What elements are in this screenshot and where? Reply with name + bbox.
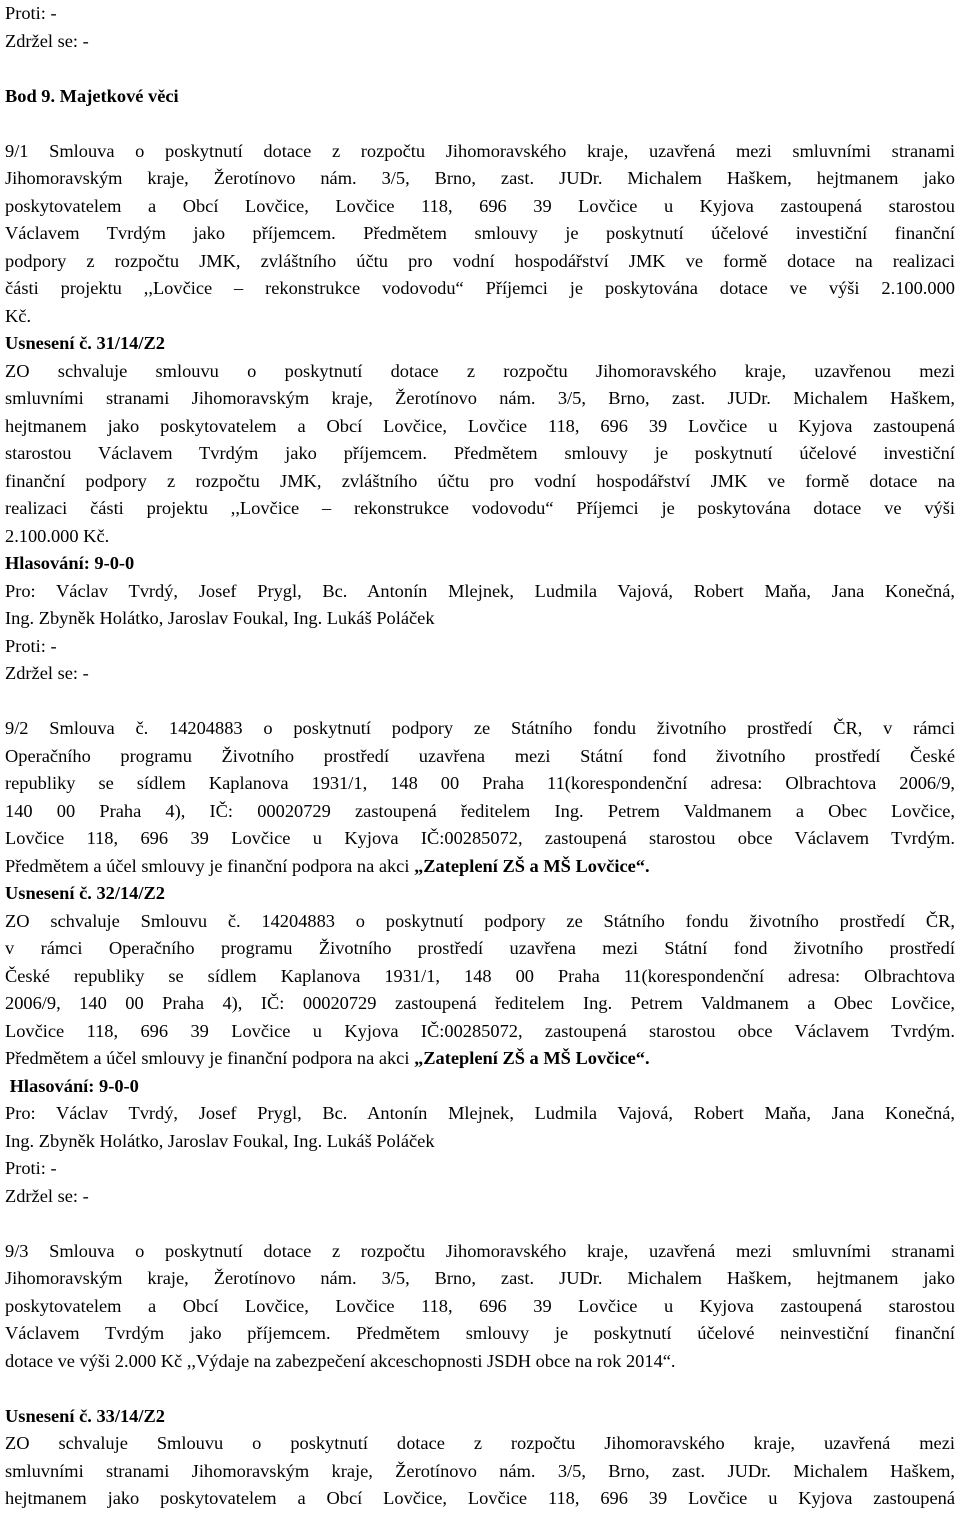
item-9-3 (5, 1238, 955, 1513)
resolution-label: Usnesení č. 31/14/Z2 (5, 333, 165, 353)
resolution-line: hejtmanem jako poskytovatelem a Obcí Lovčice, Lovčice 118, 696 39 Lovčice u Kyjova zastoupená (5, 415, 955, 436)
item-9-1 (5, 138, 955, 688)
paragraph-line: části projektu ,,Lovčice – rekonstrukce vodovodu“ Příjemci je poskytována dotace ve výši 2.100.000 (5, 278, 955, 298)
paragraph-line: 9/2 Smlouva č. 14204883 o poskytnutí podpory ze Státního fondu životního prostředí ČR, v rámci (5, 718, 955, 738)
vote-abstain: Zdržel se: - (5, 1185, 89, 1206)
resolution-line: 2.100.000 Kč. (5, 525, 110, 546)
purpose-line (5, 853, 955, 881)
resolution-line: ZO schvaluje Smlouvu č. 14204883 o poskytnutí podpory ze Státního fondu životního prostředí ČR, (5, 910, 955, 931)
spacer (5, 55, 955, 83)
resolution-line: 2006/9, 140 00 Praha 4), IČ: 00020729 zastoupená ředitelem Ing. Petrem Valdmanem a Obec Lovčice, (5, 993, 955, 1013)
resolution-line: České republiky se sídlem Kaplanova 1931/1, 148 00 Praha 11(korespondenční adresa: Olbrachtova (5, 965, 955, 986)
purpose-project: „Zateplení ZŠ a MŠ Lovčice“. (414, 1048, 650, 1068)
paragraph-line: republiky se sídlem Kaplanova 1931/1, 148 00 Praha 11(korespondenční adresa: Olbrachtova 2006/9, (5, 773, 955, 793)
purpose-project: „Zateplení ZŠ a MŠ Lovčice“. (414, 855, 650, 876)
resolution-line: hejtmanem jako poskytovatelem a Obcí Lovčice, Lovčice 118, 696 39 Lovčice u Kyjova zastoupená (5, 1488, 955, 1508)
vote-for-line: Ing. Zbyněk Holátko, Jaroslav Foukal, Ing. Lukáš Poláček (5, 1130, 435, 1151)
item-9-2 (5, 715, 955, 1210)
paragraph-line: Václavem Tvrdým jako příjemcem. Předmětem smlouvy je poskytnutí účelové neinvestiční finanční (5, 1323, 955, 1343)
resolution-line: v rámci Operačního programu Životního prostředí uzavřena mezi Státní fond životního prostředí (5, 938, 955, 958)
spacer (5, 110, 955, 138)
resolution-line: starostou Václavem Tvrdým jako příjemcem. Předmětem smlouvy je poskytnutí účelové investiční (5, 443, 955, 463)
paragraph-line: Václavem Tvrdým jako příjemcem. Předmětem smlouvy je poskytnutí účelové investiční finanční (5, 223, 955, 243)
purpose-text: Předmětem a účel smlouvy je finanční podpora na akci (5, 855, 415, 876)
vote-abstain: Zdržel se: - (5, 663, 89, 683)
resolution-line: finanční podpory z rozpočtu JMK, zvláštního účtu pro vodní hospodářství JMK ve formě dotace na (5, 470, 955, 491)
vote-against: Proti: - (5, 3, 57, 23)
paragraph-line: Lovčice 118, 696 39 Lovčice u Kyjova IČ:00285072, zastoupená starostou obce Václavem Tvrdým. (5, 828, 955, 848)
resolution-line: smluvními stranami Jihomoravským kraje, Žerotínovo nám. 3/5, Brno, zast. JUDr. Michalem Haškem, (5, 1460, 955, 1481)
resolution-line: smluvními stranami Jihomoravským kraje, Žerotínovo nám. 3/5, Brno, zast. JUDr. Michalem Haškem, (5, 388, 955, 408)
paragraph-line: dotace ve výši 2.000 Kč ,,Výdaje na zabezpečení akceschopnosti JSDH obce na rok 2014“. (5, 1350, 676, 1371)
paragraph-line: 9/1 Smlouva o poskytnutí dotace z rozpočtu Jihomoravského kraje, uzavřená mezi smluvními stranami (5, 140, 955, 161)
vote-result: Hlasování: 9-0-0 (5, 553, 135, 573)
paragraph-line: Jihomoravským kraje, Žerotínovo nám. 3/5, Brno, zast. JUDr. Michalem Haškem, hejtmanem jako (5, 1268, 955, 1288)
paragraph-line: 9/3 Smlouva o poskytnutí dotace z rozpočtu Jihomoravského kraje, uzavřená mezi smluvními stranami (5, 1240, 955, 1261)
spacer (5, 1210, 955, 1238)
paragraph-line: Kč. (5, 305, 32, 326)
purpose-text: Předmětem a účel smlouvy je finanční podpora na akci (5, 1048, 415, 1068)
paragraph-line: poskytovatelem a Obcí Lovčice, Lovčice 118, 696 39 Lovčice u Kyjova zastoupená starostou (5, 1295, 955, 1316)
vote-for-line: Pro: Václav Tvrdý, Josef Prygl, Bc. Antonín Mlejnek, Ludmila Vajová, Robert Maňa, Jana Konečná, (5, 580, 955, 601)
paragraph-line: poskytovatelem a Obcí Lovčice, Lovčice 118, 696 39 Lovčice u Kyjova zastoupená starostou (5, 195, 955, 216)
resolution-label: Usnesení č. 32/14/Z2 (5, 883, 165, 903)
document-page (5, 0, 955, 1513)
resolution-line: realizaci části projektu ,,Lovčice – rekonstrukce vodovodu“ Příjemci je poskytována dotace ve výši (5, 498, 955, 518)
resolution-line: ZO schvaluje smlouvu o poskytnutí dotace z rozpočtu Jihomoravského kraje, uzavřenou mezi (5, 360, 955, 381)
vote-against: Proti: - (5, 635, 57, 656)
vote-for-line: Pro: Václav Tvrdý, Josef Prygl, Bc. Antonín Mlejnek, Ludmila Vajová, Robert Maňa, Jana Konečná, (5, 1103, 955, 1123)
resolution-line: ZO schvaluje Smlouvu o poskytnutí dotace z rozpočtu Jihomoravského kraje, uzavřená mezi (5, 1433, 955, 1453)
paragraph-line: Jihomoravským kraje, Žerotínovo nám. 3/5, Brno, zast. JUDr. Michalem Haškem, hejtmanem jako (5, 168, 955, 188)
vote-abstain: Zdržel se: - (5, 30, 89, 51)
paragraph-line: podpory z rozpočtu JMK, zvláštního účtu pro vodní hospodářství JMK ve formě dotace na realizaci (5, 250, 955, 271)
paragraph-line: 140 00 Praha 4), IČ: 00020729 zastoupená ředitelem Ing. Petrem Valdmanem a Obec Lovčice, (5, 800, 955, 821)
vote-against: Proti: - (5, 1158, 57, 1178)
spacer (5, 688, 955, 716)
resolution-line: Lovčice 118, 696 39 Lovčice u Kyjova IČ:00285072, zastoupená starostou obce Václavem Tvrdým. (5, 1020, 955, 1041)
purpose-line (5, 1045, 955, 1073)
section-heading: Bod 9. Majetkové věci (5, 85, 179, 106)
vote-for-line: Ing. Zbyněk Holátko, Jaroslav Foukal, Ing. Lukáš Poláček (5, 608, 435, 628)
paragraph-line: Operačního programu Životního prostředí uzavřena mezi Státní fond životního prostředí České (5, 745, 955, 766)
resolution-label: Usnesení č. 33/14/Z2 (5, 1405, 165, 1426)
spacer (5, 1375, 955, 1403)
vote-result: Hlasování: 9-0-0 (5, 1075, 139, 1096)
